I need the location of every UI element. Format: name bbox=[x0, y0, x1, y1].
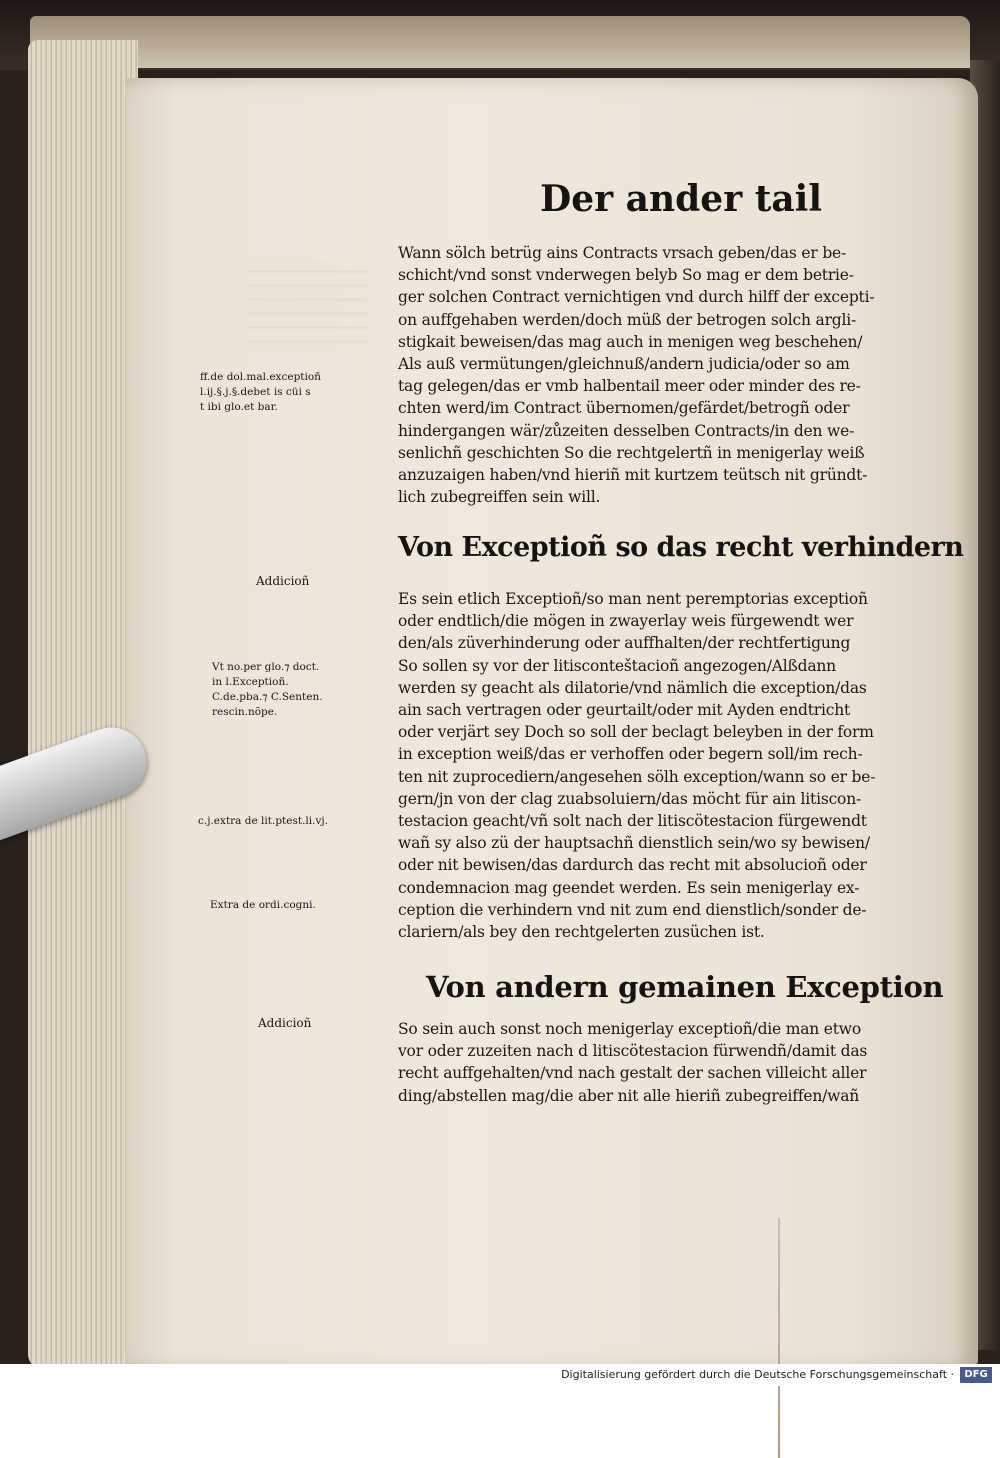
margin-note-line: t ibi glo.et bar. bbox=[200, 401, 278, 413]
margin-note-line: Vt no.per glo.⁊ doct. bbox=[212, 661, 320, 673]
body-text-line: on auffgehaben werden/doch müß der betrogen solch argli- bbox=[398, 310, 857, 329]
margin-note-ff-de-dol bbox=[200, 370, 360, 415]
body-text-line: ten nit zuprocediern/angesehen sölh exception/wann so er be- bbox=[398, 767, 876, 786]
section-heading-exceptions: Von Exceptioñ so das recht verhindern bbox=[398, 532, 964, 563]
margin-note-line: Addicioñ bbox=[256, 574, 310, 588]
body-text-line: Als auß vermütungen/gleichnuß/andern judicia/oder so am bbox=[398, 355, 850, 373]
body-text-line: senlichñ geschichten So die rechtgelertñ in menigerlay weiß bbox=[398, 443, 865, 462]
margin-note-extra-de-ordi bbox=[210, 898, 370, 913]
body-text-line: oder verjärt sey Doch so soll der beclagt beleyben in der form bbox=[398, 723, 874, 742]
body-text-line: tag gelegen/das er vmb halbentail meer oder minder des re- bbox=[398, 377, 861, 396]
margin-note-c-j-extra bbox=[198, 814, 358, 829]
body-text-line: stigkait beweisen/das mag auch in menigen weg beschehen/ bbox=[398, 332, 863, 351]
margin-note-vt-no bbox=[212, 660, 372, 720]
margin-note-addicion-2 bbox=[258, 1016, 418, 1031]
body-text-line: oder endtlich/die mögen in zwayerlay weis fürgewendt wer bbox=[398, 612, 854, 631]
body-text-line: ding/abstellen mag/die aber nit alle hieriñ zubegreiffen/wañ bbox=[398, 1086, 860, 1105]
page-crease bbox=[778, 1218, 780, 1458]
body-text-line: hindergangen wär/zůzeiten desselben Contracts/in den we- bbox=[398, 421, 855, 440]
body-text-line: testacion geacht/vñ solt nach der litiscötestacion fürgewendt bbox=[398, 812, 867, 830]
book-top-edge bbox=[30, 16, 970, 68]
body-text-line: vor oder zuzeiten nach d litiscötestacion fürwendñ/damit das bbox=[398, 1042, 868, 1061]
running-head: Der ander tail bbox=[540, 178, 823, 220]
margin-note-line: l.ij.§.j.§.debet is cüi s bbox=[200, 386, 311, 398]
body-text-line: condemnacion mag geendet werden. Es sein menigerlay ex- bbox=[398, 878, 860, 897]
body-text-line: lich zubegreiffen sein will. bbox=[398, 488, 601, 507]
body-text-line: ger solchen Contract vernichtigen vnd durch hilff der excepti- bbox=[398, 288, 875, 307]
body-text-line: Es sein etlich Exceptioñ/so man nent peremptorias exceptioñ bbox=[398, 590, 868, 608]
body-text-line: ception die verhindern vnd nit zum end dienstlich/sonder de- bbox=[398, 900, 867, 919]
body-text-line: chten werd/im Contract übernomen/gefärdet/betrogñ oder bbox=[398, 399, 850, 418]
body-text-line: ain sach vertragen oder geurtailt/oder mit Ayden endtricht bbox=[398, 701, 851, 719]
page-edges bbox=[28, 40, 138, 1370]
margin-note-line: ff.de dol.mal.exceptioñ bbox=[200, 371, 321, 383]
body-text-line: schicht/vnd sonst vnderwegen belyb So mag er dem betrie- bbox=[398, 266, 854, 285]
body-text-line: gern/jn von der clag zuabsoluiern/das möcht für ain litiscon- bbox=[398, 789, 862, 808]
body-text-line: oder nit bewisen/das dardurch das recht mit absolucioñ oder bbox=[398, 856, 867, 875]
footer-bar bbox=[0, 1364, 1000, 1386]
body-text-line: in exception weiß/das er verhoffen oder begern soll/im rech- bbox=[398, 745, 863, 764]
body-text-line: So sein auch sonst noch menigerlay exceptioñ/die man etwo bbox=[398, 1020, 862, 1038]
body-text-line: wañ sy also zü der hauptsachñ dienstlich sein/wo sy bewisen/ bbox=[398, 834, 870, 853]
section-heading-other-exceptions: Von andern gemainen Exception bbox=[426, 970, 944, 1004]
margin-note-line: c.j.extra de lit.ptest.li.vj. bbox=[198, 815, 329, 827]
body-text-line: werden sy geacht als dilatorie/vnd nämlich die exception/das bbox=[398, 678, 867, 697]
body-text-line: anzuzaigen haben/vnd hieriñ mit kurtzem teütsch nit gründt- bbox=[398, 466, 868, 484]
margin-note-line: rescin.nõpe. bbox=[212, 706, 278, 718]
body-text-line: den/als züverhinderung oder auffhalten/der rechtfertigung bbox=[398, 634, 851, 653]
body-text-line: Wann sölch betrüg ains Contracts vrsach geben/das er be- bbox=[398, 244, 847, 262]
body-text-line: So sollen sy vor der litisconteštacioñ angezogen/Alßdann bbox=[398, 656, 836, 675]
margin-note-addicion-1 bbox=[256, 574, 416, 589]
body-text-line: clariern/als bey den rechtgelerten zusüchen ist. bbox=[398, 923, 765, 941]
margin-note-line: in l.Exceptioñ. bbox=[212, 676, 289, 688]
body-text-line: recht auffgehalten/vnd nach gestalt der sachen villeicht aller bbox=[398, 1064, 867, 1083]
margin-note-line: C.de.pba.⁊ C.Senten. bbox=[212, 691, 323, 703]
dfg-logo: DFG bbox=[960, 1367, 992, 1383]
show-through-marks bbox=[248, 260, 368, 350]
margin-note-line: Addicioñ bbox=[258, 1016, 312, 1030]
funding-credit: Digitalisierung gefördert durch die Deutsche Forschungsgemeinschaft · bbox=[561, 1368, 954, 1381]
margin-note-line: Extra de ordi.cogni. bbox=[210, 899, 316, 911]
